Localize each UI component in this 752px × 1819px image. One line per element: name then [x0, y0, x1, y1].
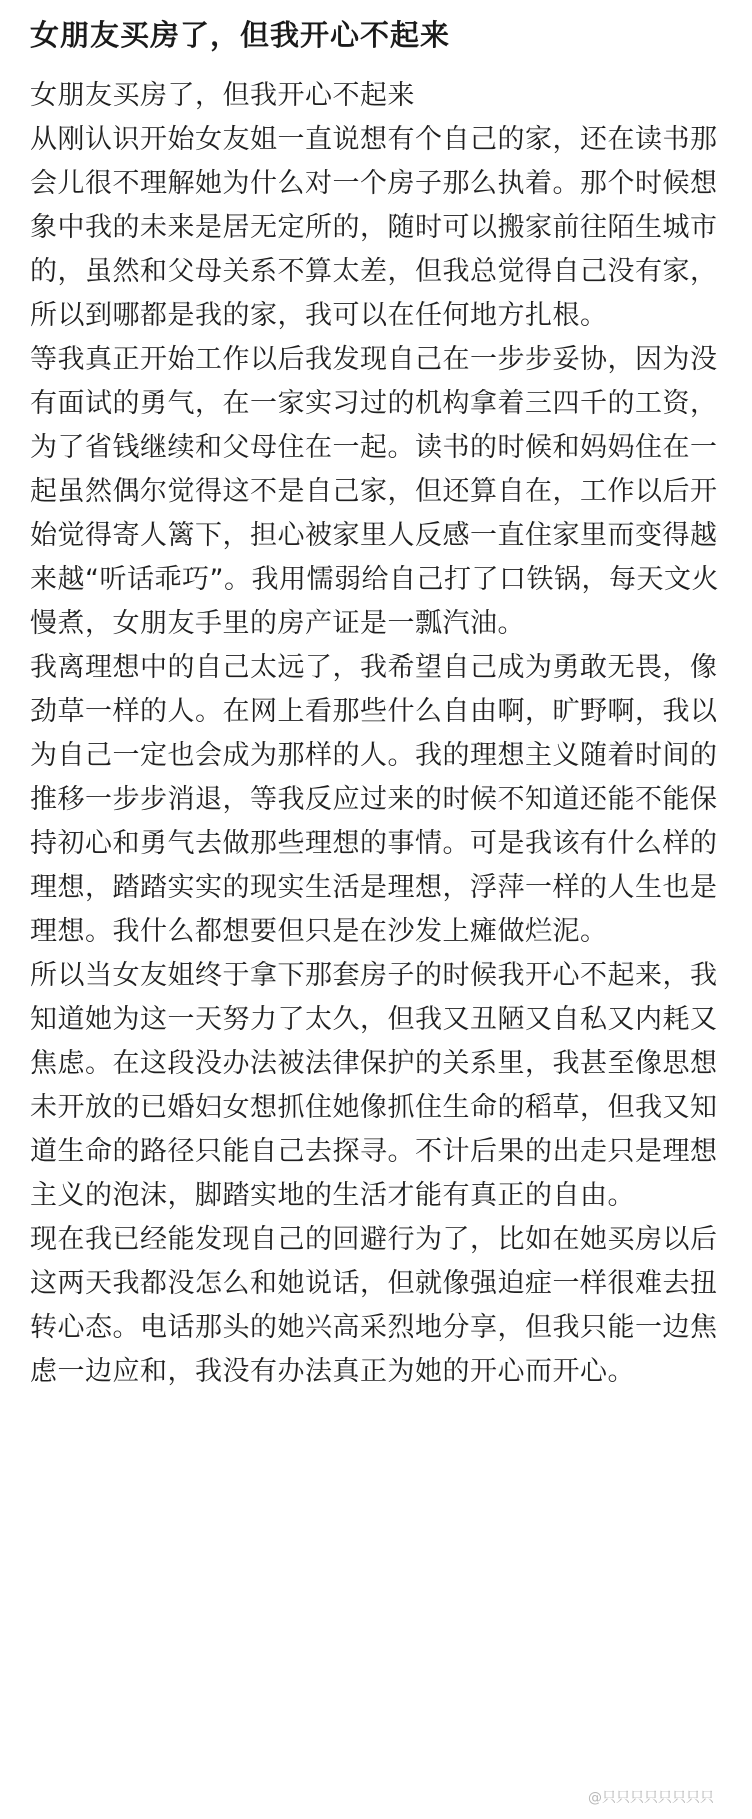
watermark-text: @只只只只只只只只 — [588, 1790, 714, 1806]
post-paragraph: 所以当女友姐终于拿下那套房子的时候我开心不起来，我知道她为这一天努力了太久，但我又丑陋又自私又内耗又焦虑。在这段没办法被法律保护的关系里，我甚至像思想未开放的已婚妇女想抓住她像抓住生命的稻草，但我又知道生命的路径只能自己去探寻。不计后果的出走只是理想主义的泡沫，脚踏实地的生活才能有真正的自由。 — [30, 960, 718, 1211]
post-title: 女朋友买房了，但我开心不起来 — [30, 18, 451, 52]
post-paragraph: 从刚认识开始女友姐一直说想有个自己的家，还在读书那会儿很不理解她为什么对一个房子那么执着。那个时候想象中我的未来是居无定所的，随时可以搬家前往陌生城市的，虽然和父母关系不算太差，但我总觉得自己没有家，所以到哪都是我的家，我可以在任何地方扎根。 — [30, 124, 718, 331]
post-body — [30, 74, 722, 1394]
post-paragraph: 等我真正开始工作以后我发现自己在一步步妥协，因为没有面试的勇气，在一家实习过的机构拿着三四千的工资，为了省钱继续和父母住在一起。读书的时候和妈妈住在一起虽然偶尔觉得这不是自己家，但还算自在，工作以后开始觉得寄人篱下，担心被家里人反感一直住家里而变得越来越“听话乖巧”。我用懦弱给自己打了口铁锅，每天文火慢煮，女朋友手里的房产证是一瓢汽油。 — [30, 344, 719, 639]
post-paragraph: 女朋友买房了，但我开心不起来 — [30, 80, 415, 111]
post-paragraph: 我离理想中的自己太远了，我希望自己成为勇敢无畏，像劲草一样的人。在网上看那些什么自由啊，旷野啊，我以为自己一定也会成为那样的人。我的理想主义随着时间的推移一步步消退，等我反应过来的时候不知道还能不能保持初心和勇气去做那些理想的事情。可是我该有什么样的理想，踏踏实实的现实生活是理想，浮萍一样的人生也是理想。我什么都想要但只是在沙发上瘫做烂泥。 — [30, 652, 718, 947]
post-paragraph: 现在我已经能发现自己的回避行为了，比如在她买房以后这两天我都没怎么和她说话，但就像强迫症一样很难去扭转心态。电话那头的她兴高采烈地分享，但我只能一边焦虑一边应和，我没有办法真正为她的开心而开心。 — [30, 1224, 718, 1387]
